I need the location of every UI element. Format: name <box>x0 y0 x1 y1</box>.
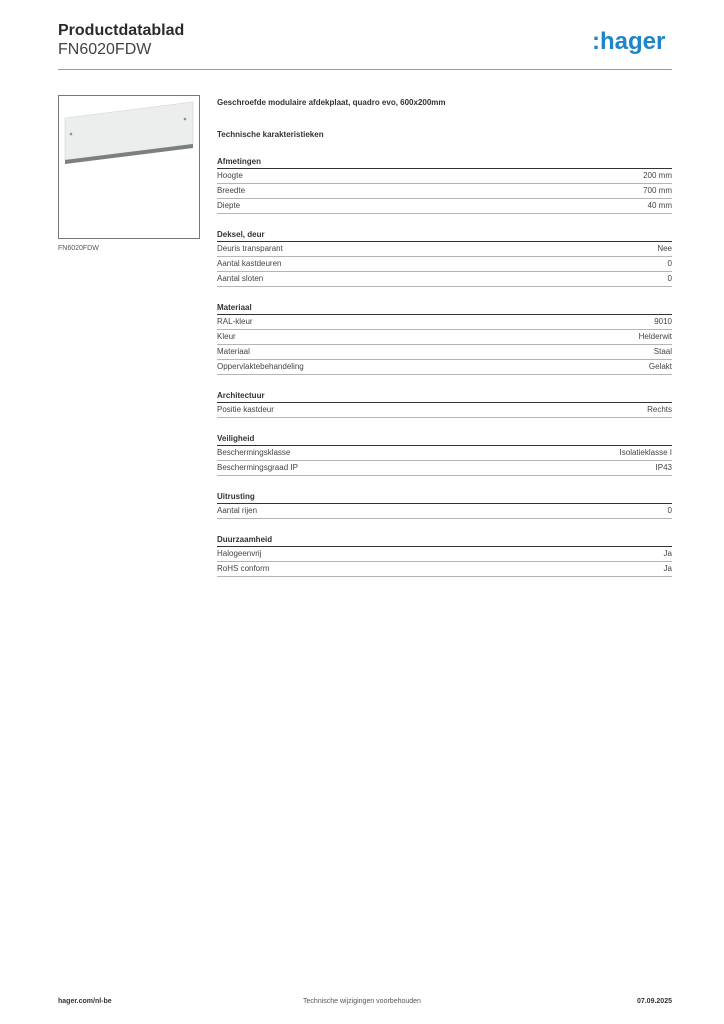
spec-value: 700 mm <box>643 186 672 195</box>
spec-value: Staal <box>653 347 672 356</box>
section-title: Deksel, deur <box>217 228 672 242</box>
spec-row <box>217 330 672 345</box>
section-title: Materiaal <box>217 301 672 315</box>
footer-date: 07.09.2025 <box>636 998 672 1005</box>
spec-value: 0 <box>667 259 672 268</box>
product-code: FN6020FDW <box>58 41 152 58</box>
section-title: Architectuur <box>217 389 672 403</box>
section-title: Veiligheid <box>217 432 672 446</box>
spec-value: Nee <box>657 244 672 253</box>
section-title: Afmetingen <box>217 155 672 169</box>
spec-label: Beschermingsklasse <box>217 448 291 457</box>
image-caption: FN6020FDW <box>58 245 99 252</box>
footer-website: hager.com/nl-be <box>58 998 112 1005</box>
spec-row <box>217 242 672 257</box>
spec-label: Beschermingsgraad IP <box>217 463 298 472</box>
spec-value: Isolatieklasse I <box>619 448 672 457</box>
spec-label: Kleur <box>217 332 236 341</box>
spec-row <box>217 345 672 360</box>
spec-label: Positie kastdeur <box>217 405 274 414</box>
spec-value: 9010 <box>654 317 672 326</box>
section-title: Uitrusting <box>217 490 672 504</box>
footer-notice: Technische wijzigingen voorbehouden <box>303 998 421 1005</box>
spec-value: Gelakt <box>648 362 672 371</box>
spec-row <box>217 184 672 199</box>
spec-label: Deuris transparant <box>217 244 283 253</box>
spec-row <box>217 257 672 272</box>
page-title: Productdatablad <box>58 22 185 39</box>
spec-label: Breedte <box>217 186 246 195</box>
spec-row <box>217 547 672 562</box>
spec-label: Aantal sloten <box>217 274 264 283</box>
spec-content <box>217 97 672 577</box>
tech-heading: Technische karakteristieken <box>217 130 324 139</box>
hager-logo <box>592 27 674 57</box>
spec-row <box>217 199 672 214</box>
spec-label: Aantal kastdeuren <box>217 259 282 268</box>
product-description: Geschroefde modulaire afdekplaat, quadro evo, 600x200mm <box>217 98 446 107</box>
spec-row <box>217 461 672 476</box>
spec-label: Materiaal <box>217 347 250 356</box>
spec-value: Ja <box>663 549 672 558</box>
spec-section <box>217 228 672 287</box>
spec-section <box>217 432 672 476</box>
spec-value: IP43 <box>655 463 672 472</box>
spec-row <box>217 562 672 577</box>
spec-label: Hoogte <box>217 171 243 180</box>
section-title: Duurzaamheid <box>217 533 672 547</box>
product-image <box>58 95 200 239</box>
spec-section <box>217 155 672 214</box>
spec-label: Diepte <box>217 201 241 210</box>
spec-row <box>217 315 672 330</box>
spec-section <box>217 490 672 519</box>
spec-row <box>217 169 672 184</box>
spec-row <box>217 403 672 418</box>
spec-label: Halogeenvrij <box>217 549 262 558</box>
spec-label: RAL-kleur <box>217 317 253 326</box>
spec-section <box>217 389 672 418</box>
spec-row <box>217 272 672 287</box>
spec-section <box>217 301 672 375</box>
spec-value: Ja <box>663 564 672 573</box>
spec-row <box>217 360 672 375</box>
spec-value: Rechts <box>647 405 672 414</box>
spec-value: 0 <box>667 274 672 283</box>
spec-value: 40 mm <box>647 201 672 210</box>
hager-logo-text: :hager <box>592 28 666 55</box>
spec-label: RoHS conform <box>217 564 270 573</box>
spec-row <box>217 446 672 461</box>
cover-plate-illustration <box>59 96 199 238</box>
spec-sections <box>217 155 672 577</box>
spec-section <box>217 533 672 577</box>
spec-value: 0 <box>667 506 672 515</box>
spec-value: Helderwit <box>638 332 672 341</box>
header-divider <box>58 69 672 70</box>
spec-label: Oppervlaktebehandeling <box>217 362 304 371</box>
spec-label: Aantal rijen <box>217 506 258 515</box>
spec-row <box>217 504 672 519</box>
spec-value: 200 mm <box>643 171 672 180</box>
